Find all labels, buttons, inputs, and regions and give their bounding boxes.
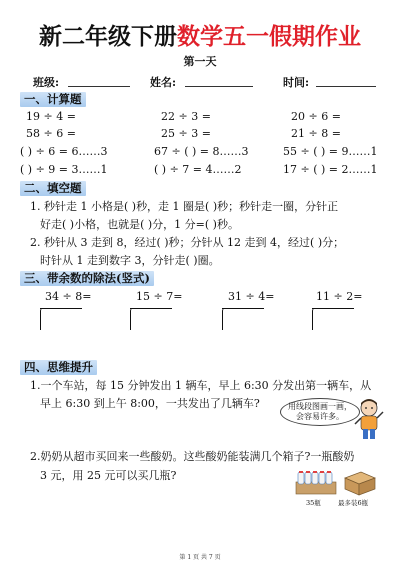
page-number: 第 1 页 共 7 页 <box>179 554 221 561</box>
fill-q2-line1: 2. 秒针从 3 走到 8，经过( )秒；分针从 12 走到 4，经过( )分； <box>30 236 345 249</box>
title-homework: 数学五一假期作业 <box>177 23 361 50</box>
student-info-row <box>0 74 400 90</box>
cartoon-boy-illustration <box>352 398 386 442</box>
think-q2-line1: 2.奶奶从超市买回来一些酸奶。这些酸奶能装满几个箱子?一瓶酸奶 <box>30 450 355 463</box>
division-problem: 15 ÷ 7= <box>136 290 183 303</box>
fill-q1-line2: 好走( )小格，也就是( )分，1 分=( )秒。 <box>40 218 239 231</box>
hint-line1: 用线段图画一画， <box>288 402 352 411</box>
carton-box-image <box>343 468 377 496</box>
time-blank <box>316 86 376 87</box>
hint-line2: 会容易许多。 <box>296 412 344 421</box>
think-q2-line2: 3 元，用 25 元可以买几瓶? <box>40 469 177 482</box>
bottles-count-label: 35瓶 <box>306 499 321 507</box>
section-fill-blank-title: 二、填空题 <box>20 181 86 196</box>
calc-item: 58 ÷ 6 = <box>26 127 76 140</box>
yogurt-bottles-image <box>294 466 338 496</box>
calc-item: ( ) ÷ 9 = 3……1 <box>20 163 108 176</box>
calc-item: 22 ÷ 3 = <box>161 110 211 123</box>
name-blank <box>185 86 253 87</box>
section-calculation-title: 一、计算题 <box>20 92 86 107</box>
title-grade: 新二年级下册 <box>39 23 177 50</box>
calc-item: 67 ÷ ( ) = 8……3 <box>154 145 249 158</box>
hint-speech-bubble <box>280 398 360 426</box>
division-problem: 31 ÷ 4= <box>228 290 275 303</box>
calc-item: ( ) ÷ 6 = 6……3 <box>20 145 108 158</box>
time-label: 时间: <box>283 76 310 89</box>
division-problem: 11 ÷ 2= <box>316 290 363 303</box>
day-subtitle: 第一天 <box>183 55 217 68</box>
class-blank <box>68 86 130 87</box>
page-title <box>0 18 400 51</box>
class-label: 班级: <box>33 76 60 89</box>
division-problem: 34 ÷ 8= <box>45 290 92 303</box>
name-label: 姓名: <box>150 76 177 89</box>
section-thinking-title: 四、思维提升 <box>20 360 97 375</box>
calc-item: ( ) ÷ 7 = 4……2 <box>154 163 242 176</box>
section-long-division-title: 三、带余数的除法(竖式) <box>20 271 154 286</box>
calc-item: 20 ÷ 6 = <box>291 110 341 123</box>
think-q1-line1: 1.一个车站，每 15 分钟发出 1 辆车，早上 6:30 分发出第一辆车，从 <box>30 379 372 392</box>
think-q1-line2: 早上 6:30 到上午 8:00，一共发出了几辆车? <box>40 397 260 410</box>
calc-item: 21 ÷ 8 = <box>291 127 341 140</box>
calc-item: 17 ÷ ( ) = 2……1 <box>283 163 378 176</box>
calc-item: 19 ÷ 4 = <box>26 110 76 123</box>
fill-q2-line2: 时针从 1 走到数字 3，分针走( )圈。 <box>40 254 220 267</box>
box-capacity-label: 最多装6瓶 <box>338 499 369 507</box>
fill-q1-line1: 1. 秒针走 1 小格是( )秒，走 1 圈是( )秒；秒针走一圈，分针正 <box>30 200 339 213</box>
calc-item: 25 ÷ 3 = <box>161 127 211 140</box>
calc-item: 55 ÷ ( ) = 9……1 <box>283 145 378 158</box>
